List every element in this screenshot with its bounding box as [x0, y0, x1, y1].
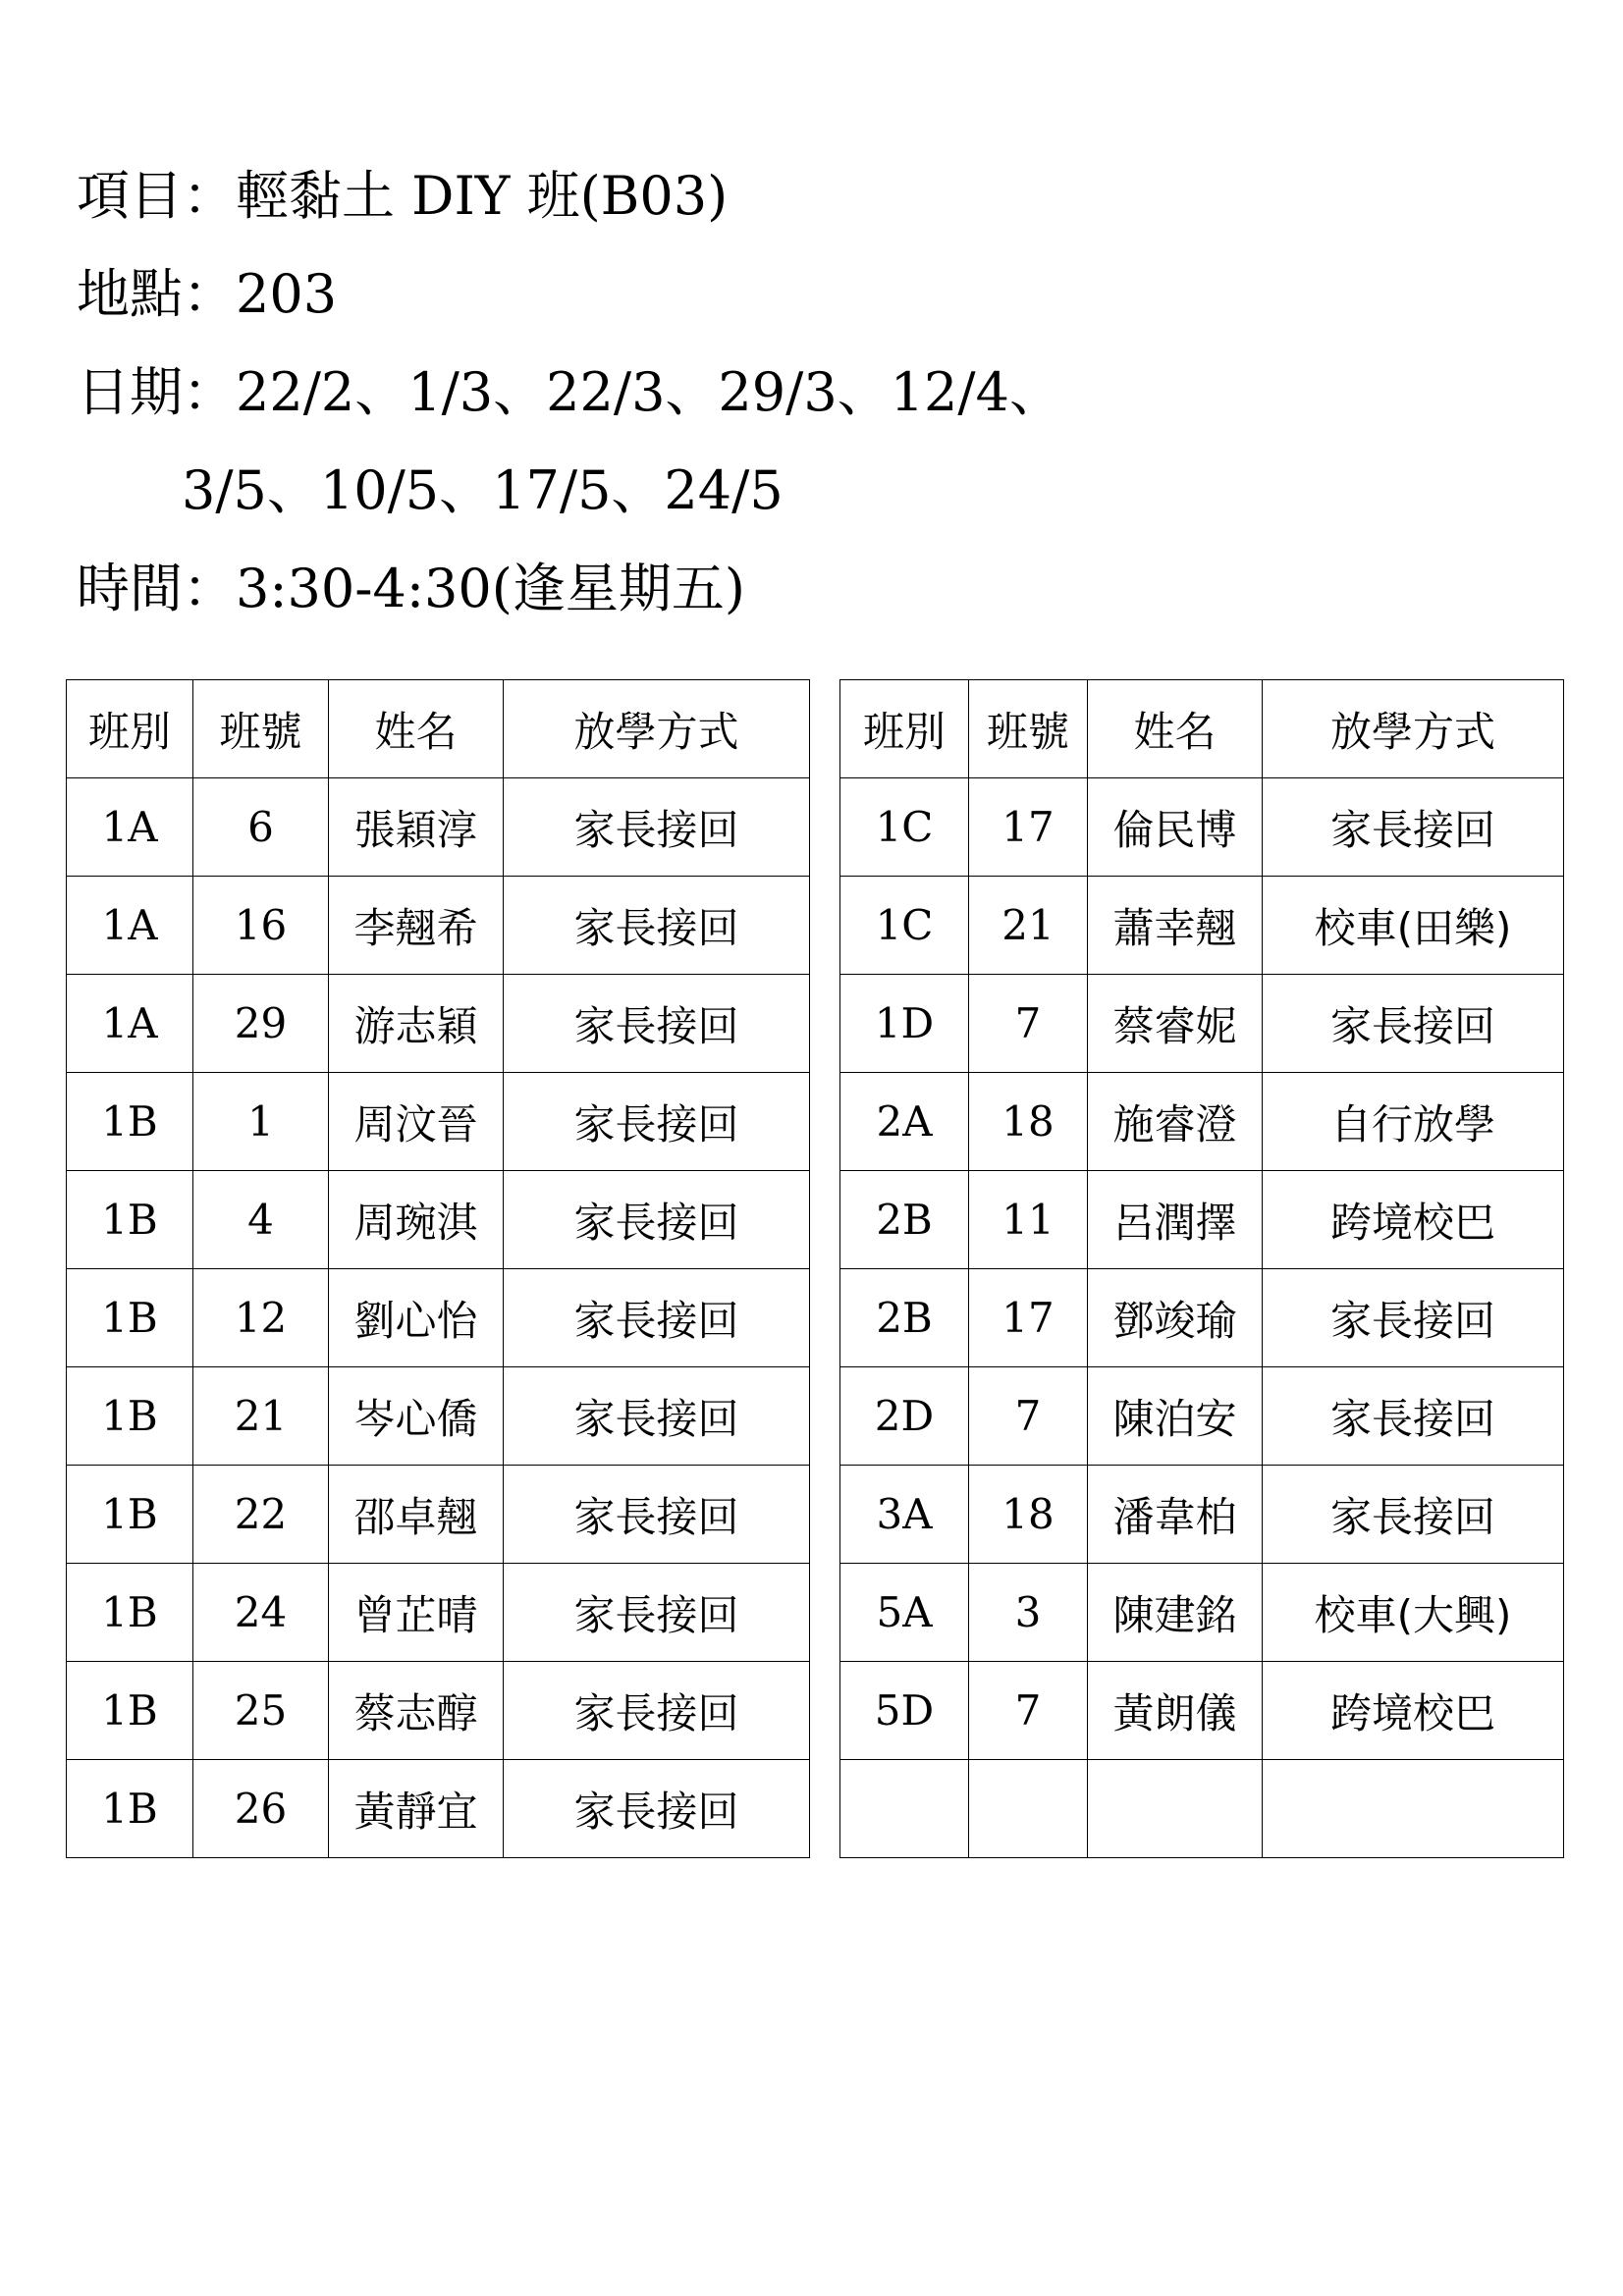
number-cell: 16	[193, 877, 329, 975]
number-cell: 26	[193, 1760, 329, 1858]
number-cell: 3	[969, 1564, 1088, 1662]
number-cell: 29	[193, 975, 329, 1073]
dismissal-cell: 校車(大興)	[1263, 1564, 1564, 1662]
column-header-dismissal: 放學方式	[504, 680, 810, 778]
activity-header	[77, 147, 1062, 638]
table-row	[67, 1662, 810, 1760]
number-cell: 21	[193, 1367, 329, 1466]
class-cell: 5A	[840, 1564, 969, 1662]
name-cell: 周汶晉	[329, 1073, 504, 1171]
table-row	[840, 1466, 1564, 1564]
column-header-class: 班別	[840, 680, 969, 778]
name-cell	[1088, 1760, 1263, 1858]
table-header-row	[67, 680, 810, 778]
number-cell: 24	[193, 1564, 329, 1662]
table-row	[840, 877, 1564, 975]
name-cell: 潘韋柏	[1088, 1466, 1263, 1564]
dismissal-cell	[1263, 1760, 1564, 1858]
class-cell: 1C	[840, 778, 969, 877]
dismissal-cell: 家長接回	[1263, 1269, 1564, 1367]
number-cell: 21	[969, 877, 1088, 975]
number-cell: 18	[969, 1073, 1088, 1171]
class-cell	[840, 1760, 969, 1858]
class-cell: 1B	[67, 1073, 193, 1171]
column-header-dismissal: 放學方式	[1263, 680, 1564, 778]
name-cell: 陳泊安	[1088, 1367, 1263, 1466]
number-cell: 25	[193, 1662, 329, 1760]
name-cell: 李翹希	[329, 877, 504, 975]
table-row	[67, 1367, 810, 1466]
class-cell: 1B	[67, 1367, 193, 1466]
class-cell: 3A	[840, 1466, 969, 1564]
name-cell: 劉心怡	[329, 1269, 504, 1367]
name-cell: 黃靜宜	[329, 1760, 504, 1858]
class-cell: 2D	[840, 1367, 969, 1466]
dismissal-cell: 跨境校巴	[1263, 1662, 1564, 1760]
dates-line: 日期：22/2、1/3、22/3、29/3、12/4、	[77, 361, 1062, 423]
column-header-number: 班號	[193, 680, 329, 778]
class-cell: 1B	[67, 1564, 193, 1662]
dismissal-cell: 自行放學	[1263, 1073, 1564, 1171]
number-cell: 11	[969, 1171, 1088, 1269]
dismissal-cell: 家長接回	[504, 1171, 810, 1269]
class-cell: 1A	[67, 975, 193, 1073]
table-row	[67, 1269, 810, 1367]
name-cell: 鄧竣瑜	[1088, 1269, 1263, 1367]
dismissal-cell: 家長接回	[504, 778, 810, 877]
table-row	[840, 1564, 1564, 1662]
table-row	[840, 1662, 1564, 1760]
name-cell: 倫民博	[1088, 778, 1263, 877]
number-cell: 6	[193, 778, 329, 877]
time-line: 時間：3:30-4:30(逢星期五)	[77, 558, 745, 619]
class-cell: 1A	[67, 778, 193, 877]
dismissal-cell: 家長接回	[1263, 1367, 1564, 1466]
table-row	[840, 778, 1564, 877]
name-cell: 陳建銘	[1088, 1564, 1263, 1662]
name-cell: 呂潤擇	[1088, 1171, 1263, 1269]
dates-line-continued: 3/5、10/5、17/5、24/5	[182, 459, 784, 521]
column-header-name: 姓名	[1088, 680, 1263, 778]
table-row	[840, 1269, 1564, 1367]
number-cell: 4	[193, 1171, 329, 1269]
dismissal-cell: 家長接回	[504, 1662, 810, 1760]
dismissal-cell: 家長接回	[504, 1564, 810, 1662]
number-cell: 7	[969, 1662, 1088, 1760]
name-cell: 蔡睿妮	[1088, 975, 1263, 1073]
dismissal-cell: 校車(田樂)	[1263, 877, 1564, 975]
table-row	[67, 778, 810, 877]
dismissal-cell: 家長接回	[504, 1073, 810, 1171]
name-cell: 蔡志醇	[329, 1662, 504, 1760]
number-cell: 17	[969, 778, 1088, 877]
dismissal-cell: 家長接回	[504, 877, 810, 975]
dismissal-cell: 家長接回	[504, 1466, 810, 1564]
name-cell: 蕭幸翹	[1088, 877, 1263, 975]
dismissal-cell: 跨境校巴	[1263, 1171, 1564, 1269]
table-row	[67, 1564, 810, 1662]
student-rows-right	[840, 778, 1564, 1858]
name-cell: 曾芷晴	[329, 1564, 504, 1662]
class-cell: 1D	[840, 975, 969, 1073]
name-cell: 黃朗儀	[1088, 1662, 1263, 1760]
table-row	[840, 1367, 1564, 1466]
table-row	[67, 1760, 810, 1858]
table-header-row	[840, 680, 1564, 778]
number-cell: 12	[193, 1269, 329, 1367]
name-cell: 邵卓翹	[329, 1466, 504, 1564]
dismissal-cell: 家長接回	[1263, 778, 1564, 877]
number-cell: 7	[969, 1367, 1088, 1466]
dismissal-cell: 家長接回	[1263, 1466, 1564, 1564]
item-line: 項目：輕黏土 DIY 班(B03)	[77, 165, 729, 227]
column-header-name: 姓名	[329, 680, 504, 778]
table-row	[840, 1171, 1564, 1269]
number-cell: 17	[969, 1269, 1088, 1367]
table-row	[840, 1073, 1564, 1171]
dismissal-cell: 家長接回	[1263, 975, 1564, 1073]
table-row	[67, 975, 810, 1073]
student-table-left	[66, 679, 810, 1858]
location-line: 地點：203	[77, 263, 338, 325]
table-row	[840, 1760, 1564, 1858]
number-cell: 1	[193, 1073, 329, 1171]
name-cell: 游志穎	[329, 975, 504, 1073]
name-cell: 施睿澄	[1088, 1073, 1263, 1171]
class-cell: 1B	[67, 1466, 193, 1564]
student-rows-left	[67, 778, 810, 1858]
class-cell: 1B	[67, 1171, 193, 1269]
number-cell	[969, 1760, 1088, 1858]
name-cell: 周琬淇	[329, 1171, 504, 1269]
dismissal-cell: 家長接回	[504, 975, 810, 1073]
class-cell: 2B	[840, 1171, 969, 1269]
number-cell: 7	[969, 975, 1088, 1073]
class-cell: 2A	[840, 1073, 969, 1171]
class-cell: 5D	[840, 1662, 969, 1760]
table-row	[67, 1171, 810, 1269]
number-cell: 22	[193, 1466, 329, 1564]
column-header-number: 班號	[969, 680, 1088, 778]
class-cell: 2B	[840, 1269, 969, 1367]
table-row	[67, 1466, 810, 1564]
name-cell: 張穎淳	[329, 778, 504, 877]
number-cell: 18	[969, 1466, 1088, 1564]
table-row	[67, 1073, 810, 1171]
class-cell: 1B	[67, 1662, 193, 1760]
dismissal-cell: 家長接回	[504, 1760, 810, 1858]
column-header-class: 班別	[67, 680, 193, 778]
class-cell: 1C	[840, 877, 969, 975]
student-table-right	[839, 679, 1564, 1858]
class-cell: 1B	[67, 1760, 193, 1858]
dismissal-cell: 家長接回	[504, 1367, 810, 1466]
dismissal-cell: 家長接回	[504, 1269, 810, 1367]
class-cell: 1A	[67, 877, 193, 975]
table-row	[67, 877, 810, 975]
table-row	[840, 975, 1564, 1073]
class-cell: 1B	[67, 1269, 193, 1367]
name-cell: 岑心僑	[329, 1367, 504, 1466]
